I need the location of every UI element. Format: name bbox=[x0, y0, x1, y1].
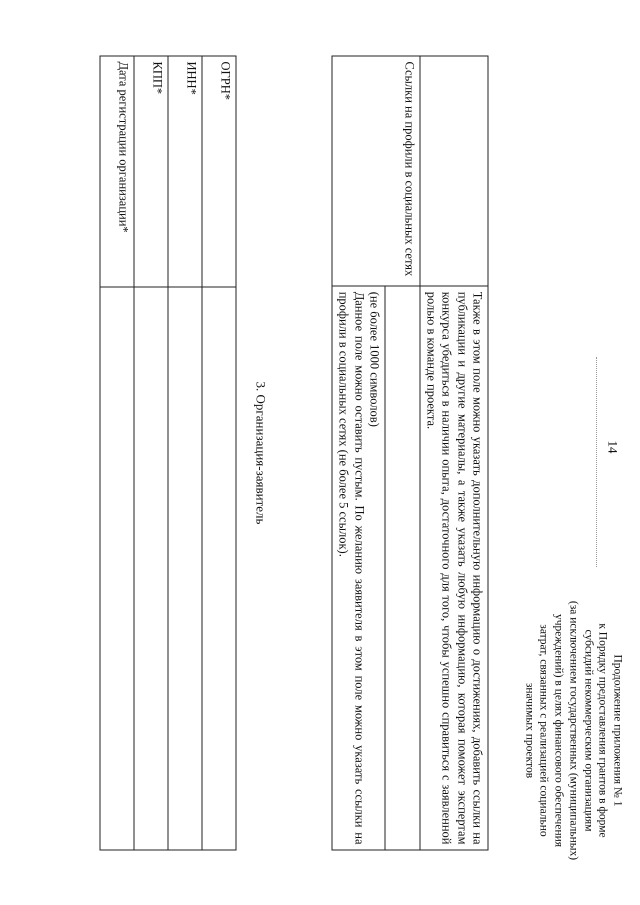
registration-date-field[interactable] bbox=[100, 287, 134, 850]
registration-date-label: Дата регистрации организации* bbox=[100, 56, 134, 287]
experience-note-cell: Также в этом поле можно указать дополнительную информацию о достижениях, добавить ссылки на публикации и другие материалы, а также указать любую информацию, которая поможет экспертам конкурса убедиться в наличии опыта, достаточного для того, чтобы успешно справиться с заявленной ролью в команде проекта. bbox=[420, 286, 488, 850]
table-row bbox=[385, 56, 420, 850]
table-row bbox=[100, 56, 134, 850]
header-line: Продолжение приложения № 1 bbox=[611, 653, 623, 807]
social-links-label: Ссылки на профили в социальных сетях bbox=[332, 56, 420, 286]
row-label-cell bbox=[420, 56, 488, 286]
ogrn-field[interactable] bbox=[202, 287, 236, 850]
table-row bbox=[168, 56, 202, 850]
inn-field[interactable] bbox=[168, 287, 202, 850]
kpp-label: КПП* bbox=[134, 56, 168, 287]
organization-table bbox=[99, 55, 236, 850]
kpp-field[interactable] bbox=[134, 287, 168, 850]
ogrn-label: ОГРН* bbox=[202, 56, 236, 287]
header-line: (за исключением государственных (муниципальных) bbox=[566, 600, 579, 860]
table-row bbox=[134, 56, 168, 850]
page-number: 14 bbox=[605, 440, 620, 453]
appendix-header bbox=[521, 580, 624, 880]
social-links-input[interactable] bbox=[385, 286, 420, 850]
header-line: к Порядку предоставления грантов в форме bbox=[596, 622, 609, 838]
section-title: 3. Организация-заявитель bbox=[253, 381, 268, 524]
inn-label: ИНН* bbox=[168, 56, 202, 287]
header-line: учреждений) в целях финансового обеспечения bbox=[552, 613, 565, 847]
table-row bbox=[420, 56, 488, 850]
team-member-table bbox=[331, 55, 488, 850]
header-line: затрат, связанных с реализацией социально bbox=[537, 623, 550, 837]
header-line: значимых проектов bbox=[522, 682, 535, 778]
char-limit-note: (не более 1000 символов) bbox=[367, 291, 381, 427]
header-line: субсидий некоммерческим организациям bbox=[581, 629, 594, 831]
social-links-hint bbox=[332, 286, 385, 850]
table-row bbox=[202, 56, 236, 850]
social-links-description: Данное поле можно оставить пустым. По желанию заявителя в этом поле можно указать ссылки на профили в социальных сетях (не более 5 ссылок). bbox=[336, 291, 366, 844]
